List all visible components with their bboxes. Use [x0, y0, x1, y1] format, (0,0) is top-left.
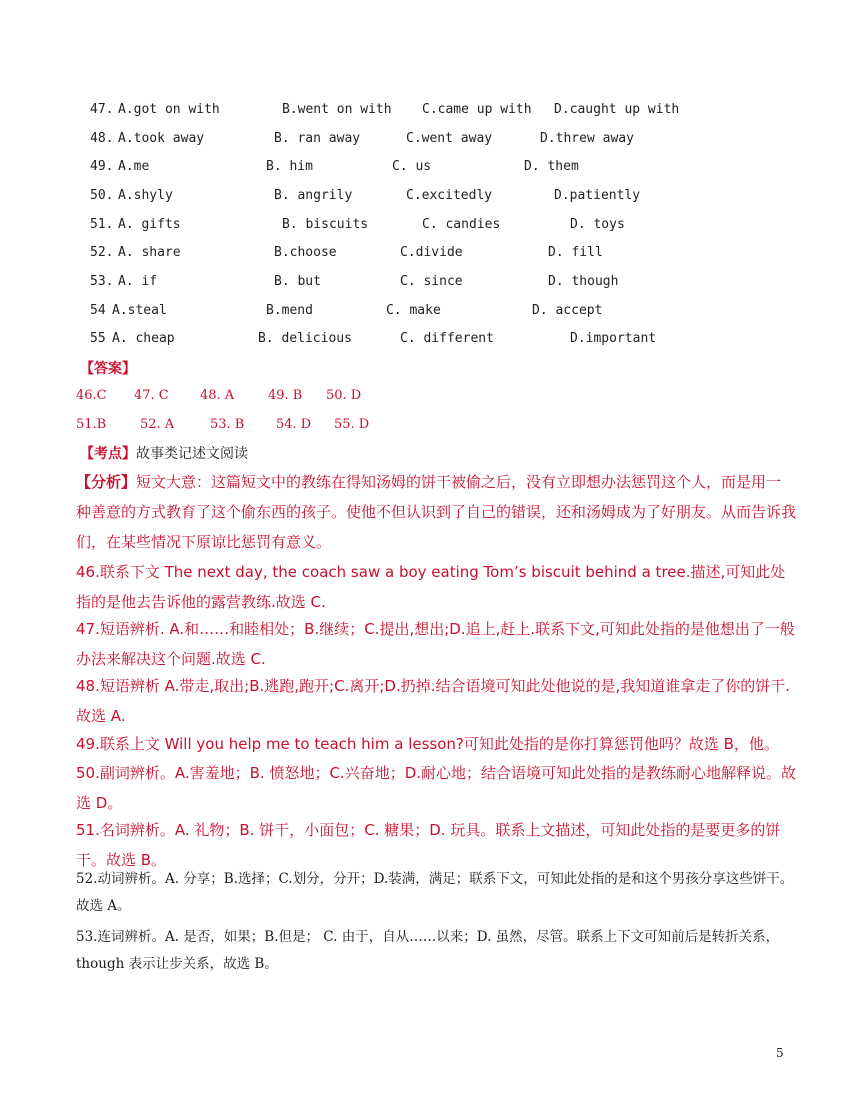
option-c: C. different: [400, 331, 494, 346]
option-c: C. us: [392, 159, 432, 174]
question-number: 51.: [90, 217, 114, 232]
option-d: D. toys: [570, 217, 625, 232]
question-number: 55: [90, 331, 106, 346]
answer-item: 50. D: [326, 388, 362, 403]
option-b: B.choose: [274, 245, 337, 260]
option-b: B. but: [274, 274, 321, 289]
page-number: 5: [776, 1046, 784, 1060]
analysis-text: 短文大意：这篇短文中的教练在得知汤姆的饼干被偷之后，没有立即想办法惩罚这个人，而是用一种善意的方式教育了这个偷东西的孩子。使他不但认识到了自己的错误，还和汤姆成为了好朋友。从而告诉我们，在某些情况下原谅比惩罚有意义。: [76, 473, 797, 551]
option-a: A. share: [118, 245, 181, 260]
option-a: A.steal: [112, 303, 167, 318]
option-b: B.went on with: [282, 102, 392, 117]
answer-header: 【答案】: [80, 361, 136, 377]
explanation-49: 49.联系上文 Will you help me to teach him a lesson?可知此处指的是你打算惩罚他吗？故选 B，他。: [76, 735, 779, 753]
answer-item: 49. B: [268, 388, 303, 403]
option-d: D. accept: [532, 303, 603, 318]
explanation-46: 46.联系下文 The next day, the coach saw a boy eating Tom’s biscuit behind a tree.描述,可知此处指的是他去告诉他的露营教练.故选 C.: [76, 563, 786, 611]
kaodian-text: 故事类记述文阅读: [136, 446, 248, 462]
option-c: C.excitedly: [406, 188, 493, 203]
option-b: B. ran away: [274, 131, 361, 146]
option-a: A.me: [118, 159, 150, 174]
option-row: [0, 215, 860, 235]
option-row: [0, 243, 860, 263]
option-a: A. cheap: [112, 331, 175, 346]
option-c: C. candies: [422, 217, 501, 232]
analysis-label: 【分析】: [76, 473, 137, 491]
option-d: D.patiently: [554, 188, 641, 203]
question-number: 54: [90, 303, 106, 318]
option-d: D. though: [548, 274, 619, 289]
kaodian-label: 【考点】: [80, 446, 136, 462]
option-a: A. if: [118, 274, 158, 289]
option-row: [0, 100, 860, 120]
option-c: C.divide: [400, 245, 463, 260]
explanation-52: 52.动词辨析。A. 分享；B.选择；C.划分，分开；D.装满，满足；联系下文，可知此处指的是和这个男孩分享这些饼干。故选 A。: [76, 871, 794, 914]
option-a: A.took away: [118, 131, 205, 146]
answer-item: 51.B: [76, 417, 107, 432]
option-b: B. angrily: [274, 188, 353, 203]
option-d: D. fill: [548, 245, 603, 260]
option-c: C. make: [386, 303, 441, 318]
option-row: [0, 186, 860, 206]
explanation-50: 50.副词辨析。A.害羞地；B. 愤怒地；C.兴奋地；D.耐心地；结合语境可知此处指的是教练耐心地解释说。故选 D。: [76, 764, 797, 812]
answer-item: 46.C: [76, 388, 107, 403]
option-b: B. biscuits: [282, 217, 369, 232]
option-a: A.got on with: [118, 102, 220, 117]
option-row: [0, 157, 860, 177]
option-row: [0, 129, 860, 149]
question-number: 48.: [90, 131, 114, 146]
option-d: D. them: [524, 159, 579, 174]
option-a: A.shyly: [118, 188, 173, 203]
option-d: D.important: [570, 331, 657, 346]
option-d: D.threw away: [540, 131, 634, 146]
question-number: 49.: [90, 159, 114, 174]
option-c: C.came up with: [422, 102, 532, 117]
analysis-paragraph: [76, 467, 796, 557]
question-number: 53.: [90, 274, 114, 289]
answer-item: 48. A: [200, 388, 235, 403]
option-a: A. gifts: [118, 217, 181, 232]
question-number: 50.: [90, 188, 114, 203]
answer-item: 55. D: [334, 417, 370, 432]
kaodian-line: [80, 443, 248, 463]
option-c: C.went away: [406, 131, 493, 146]
question-number: 47.: [90, 102, 114, 117]
question-number: 52.: [90, 245, 114, 260]
answer-item: 52. A: [140, 417, 175, 432]
option-c: C. since: [400, 274, 463, 289]
explanation-53: 53.连词辨析。A. 是否，如果；B.但是； C. 由于，自从……以来；D. 虽然，尽管。联系上下文可知前后是转折关系，though 表示让步关系，故选 B。: [76, 929, 780, 972]
option-b: B.mend: [266, 303, 313, 318]
option-row: [0, 272, 860, 292]
explanation-47: 47.短语辨析. A.和……和睦相处；B.继续；C.提出,想出;D.追上,赶上.联系下文,可知此处指的是他想出了一般办法来解决这个问题.故选 C.: [76, 620, 795, 668]
answer-item: 47. C: [134, 388, 169, 403]
option-row: [0, 329, 860, 349]
option-b: B. him: [266, 159, 313, 174]
answer-item: 54. D: [276, 417, 312, 432]
option-b: B. delicious: [258, 331, 352, 346]
explanation-51: 51.名词辨析。A. 礼物；B. 饼干，小面包；C. 糖果；D. 玩具。联系上文描述，可知此处指的是要更多的饼干。故选 B。: [76, 821, 781, 869]
option-row: [0, 301, 860, 321]
explanation-48: 48.短语辨析 A.带走,取出;B.逃跑,跑开;C.离开;D.扔掉.结合语境可知此处他说的是,我知道谁拿走了你的饼干.故选 A.: [76, 677, 791, 725]
answer-item: 53. B: [210, 417, 245, 432]
option-d: D.caught up with: [554, 102, 680, 117]
